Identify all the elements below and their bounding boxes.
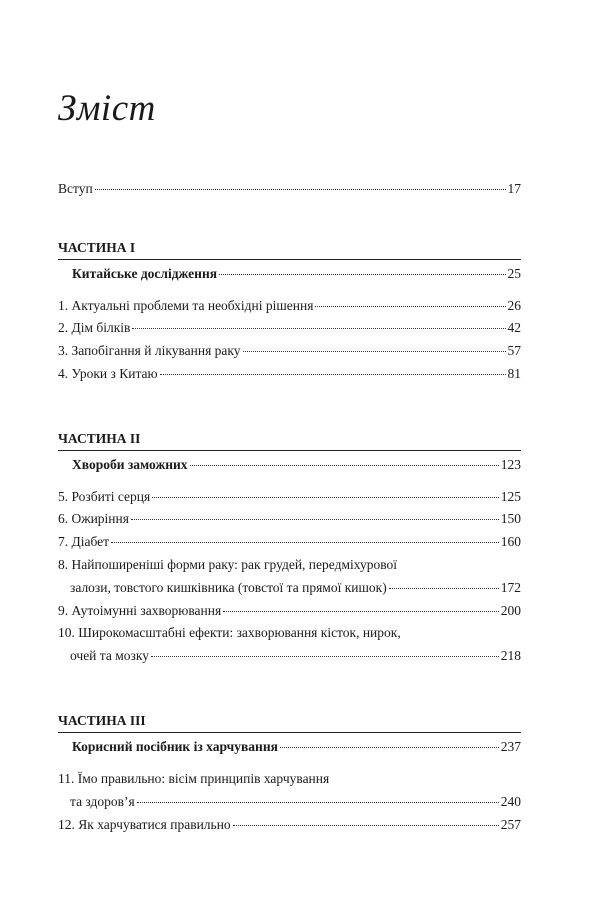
toc-entry-chapter[interactable] xyxy=(58,320,521,336)
entry-page: 123 xyxy=(500,457,521,472)
toc-entry-chapter[interactable] xyxy=(58,489,521,505)
chapter-label-line1[interactable]: 10. Широкомасштабні ефекти: захворювання кісток, нирок, xyxy=(58,625,401,640)
chapter-label: залози, товстого кишківника (товстої та прямої кишок) xyxy=(70,580,387,595)
leader-dots xyxy=(315,306,505,307)
entry-page: 172 xyxy=(500,580,521,595)
leader-dots xyxy=(137,802,499,803)
leader-dots xyxy=(151,656,499,657)
section-label: Корисний посібник із харчування xyxy=(72,739,278,754)
chapter-label: 3. Запобігання й лікування раку xyxy=(58,343,241,358)
chapter-label: 9. Аутоімунні захворювання xyxy=(58,603,222,618)
entry-page: 257 xyxy=(500,817,521,832)
entry-page: 150 xyxy=(500,511,521,526)
toc-entry-section[interactable] xyxy=(72,739,521,755)
part-heading: ЧАСТИНА III xyxy=(58,713,146,728)
entry-page: 125 xyxy=(500,489,521,504)
leader-dots xyxy=(233,825,499,826)
leader-dots xyxy=(243,351,506,352)
entry-page: 17 xyxy=(507,181,521,196)
leader-dots xyxy=(190,465,499,466)
leader-dots xyxy=(223,611,499,612)
entry-page: 57 xyxy=(507,343,521,358)
toc-entry-chapter[interactable] xyxy=(58,366,521,382)
toc-entry-chapter[interactable] xyxy=(70,794,521,810)
part-rule xyxy=(58,259,521,260)
toc-entry-chapter[interactable] xyxy=(70,580,521,596)
entry-page: 25 xyxy=(507,266,521,281)
chapter-label: 1. Актуальні проблеми та необхідні рішення xyxy=(58,298,314,313)
chapter-label: 5. Розбиті серця xyxy=(58,489,151,504)
part-rule xyxy=(58,732,521,733)
entry-page: 42 xyxy=(507,320,521,335)
chapter-label: 4. Уроки з Китаю xyxy=(58,366,158,381)
entry-page: 200 xyxy=(500,603,521,618)
toc-entry-section[interactable] xyxy=(72,457,521,473)
entry-page: 26 xyxy=(507,298,521,313)
chapter-label: 7. Діабет xyxy=(58,534,110,549)
chapter-label-line1[interactable]: 8. Найпоширеніші форми раку: рак грудей, передміхурової xyxy=(58,557,398,572)
chapter-label: очей та мозку xyxy=(70,648,149,663)
leader-dots xyxy=(152,497,499,498)
entry-page: 240 xyxy=(500,794,521,809)
entry-label: Вступ xyxy=(58,181,93,196)
entry-page: 160 xyxy=(500,534,521,549)
page-title: Зміст xyxy=(58,88,156,129)
leader-dots xyxy=(95,189,506,190)
leader-dots xyxy=(219,274,505,275)
section-label: Хвороби заможних xyxy=(72,457,188,472)
entry-page: 81 xyxy=(507,366,521,381)
toc-entry-chapter[interactable] xyxy=(58,511,521,527)
toc-entry-section[interactable] xyxy=(72,266,521,282)
toc-entry-chapter[interactable] xyxy=(58,343,521,359)
chapter-label: та здоров’я xyxy=(70,794,135,809)
toc-entry-chapter[interactable] xyxy=(58,817,521,833)
leader-dots xyxy=(111,542,499,543)
chapter-label: 12. Як харчуватися правильно xyxy=(58,817,231,832)
leader-dots xyxy=(160,374,506,375)
toc-entry-chapter[interactable] xyxy=(58,534,521,550)
leader-dots xyxy=(131,519,499,520)
chapter-label: 6. Ожиріння xyxy=(58,511,129,526)
part-rule xyxy=(58,450,521,451)
entry-page: 218 xyxy=(500,648,521,663)
leader-dots xyxy=(389,588,499,589)
toc-entry-chapter[interactable] xyxy=(70,648,521,664)
part-heading: ЧАСТИНА II xyxy=(58,431,141,446)
part-heading: ЧАСТИНА I xyxy=(58,240,136,255)
chapter-label-line1[interactable]: 11. Їмо правильно: вісім принципів харчування xyxy=(58,771,330,786)
entry-page: 237 xyxy=(500,739,521,754)
section-label: Китайське дослідження xyxy=(72,266,218,281)
leader-dots xyxy=(132,328,505,329)
toc-entry-chapter[interactable] xyxy=(58,603,521,619)
leader-dots xyxy=(280,747,499,748)
chapter-label: 2. Дім білків xyxy=(58,320,131,335)
toc-entry-chapter[interactable] xyxy=(58,298,521,314)
toc-entry-intro[interactable] xyxy=(58,181,521,197)
